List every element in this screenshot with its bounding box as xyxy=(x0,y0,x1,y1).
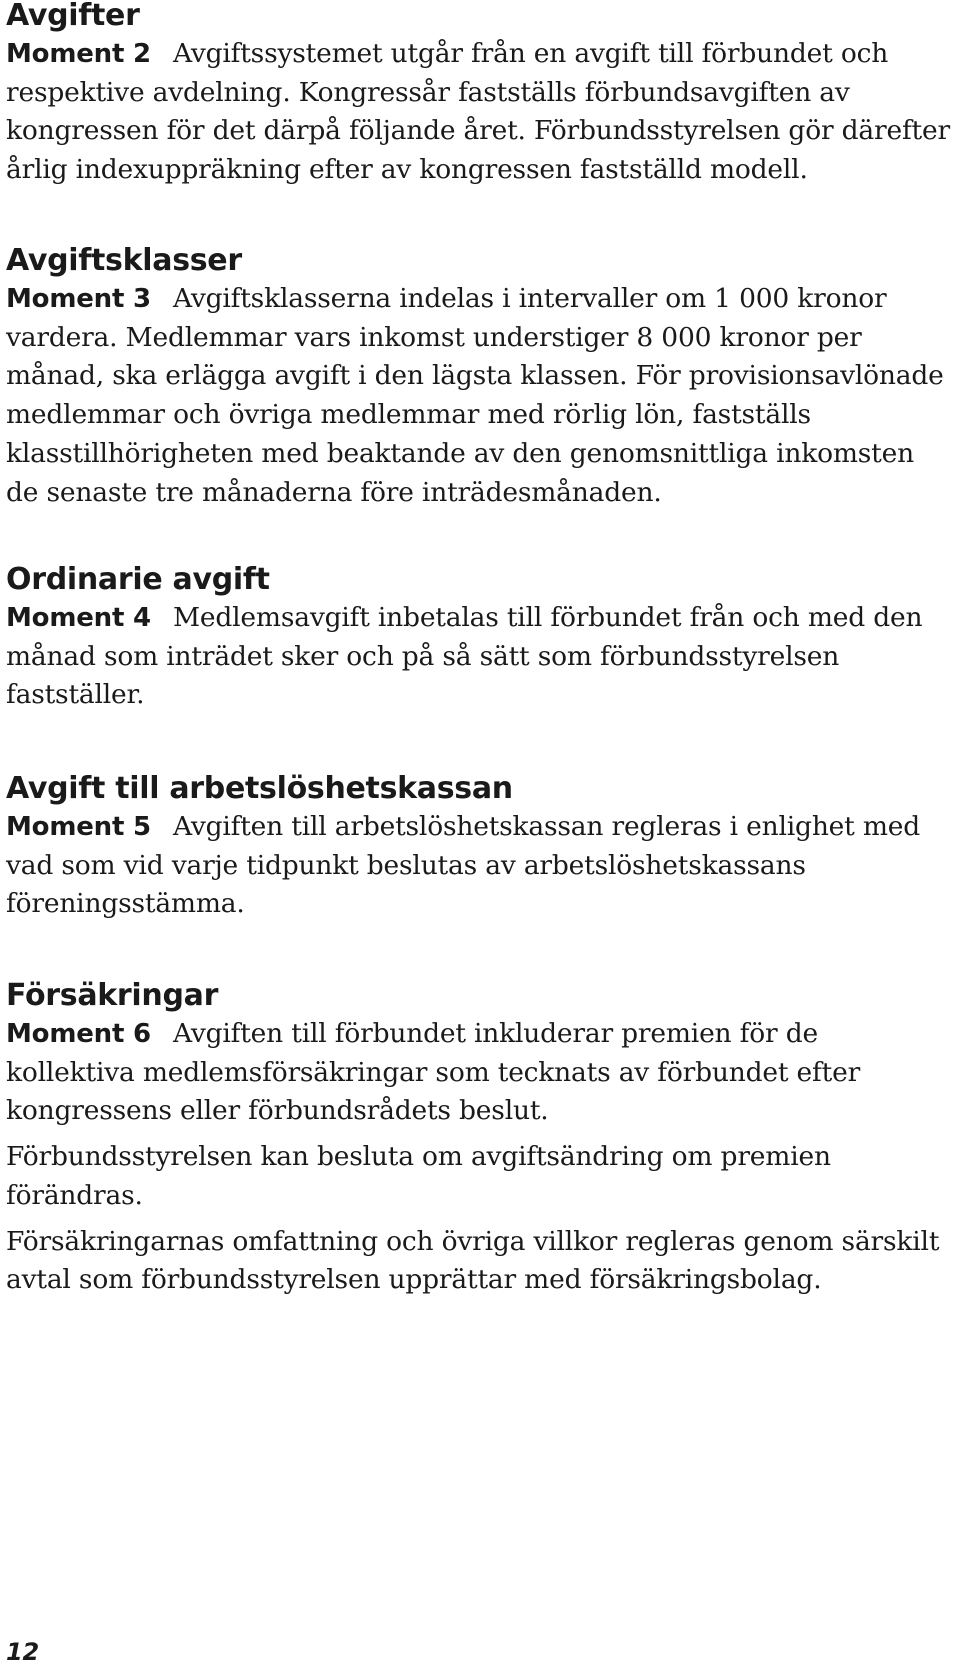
moment-paragraph xyxy=(6,1015,954,1131)
moment-text: Avgiftsklasserna indelas i intervaller om 1 000 kronor vardera. Medlemmar vars inkomst understiger 8 000 kronor per månad, ska erlägga avgift i den lägsta klassen. För provisionsavlönade medlemmar och övriga medlemmar med rörlig lön, fastställs klasstillhörigheten med beaktande av den genomsnittliga inkomsten de senaste tre månaderna före inträdesmånaden. xyxy=(6,283,944,508)
section-arbetsloshetskassan xyxy=(6,770,954,924)
paragraph: Förbundsstyrelsen kan besluta om avgiftsändring om premien förändras. xyxy=(6,1141,831,1211)
moment-label: Moment 3 xyxy=(6,284,151,314)
section-heading: Avgift till arbetslöshetskassan xyxy=(6,771,513,806)
section-heading: Ordinarie avgift xyxy=(6,562,270,597)
section-avgifter xyxy=(6,0,954,190)
moment-text: Avgiftssystemet utgår från en avgift till förbundet och respektive avdelning. Kongressår fastställs förbundsavgiften av kongressen för det därpå följande året. Förbundsstyrelsen gör därefter årlig indexuppräkning efter av kongressen fastställd modell. xyxy=(6,38,950,186)
moment-label: Moment 2 xyxy=(6,39,151,69)
paragraph: Försäkringarnas omfattning och övriga villkor regleras genom särskilt avtal som förbundsstyrelsen upprättar med försäkringsbolag. xyxy=(6,1225,940,1296)
section-heading: Försäkringar xyxy=(6,978,219,1013)
section-ordinarie-avgift xyxy=(6,561,954,715)
moment-label: Moment 5 xyxy=(6,812,151,842)
moment-label: Moment 6 xyxy=(6,1019,151,1049)
moment-paragraph xyxy=(6,280,954,512)
section-heading: Avgifter xyxy=(6,0,140,33)
moment-text: Avgiften till förbundet inkluderar premien för de kollektiva medlemsförsäkringar som tecknats av förbundet efter kongressens eller förbundsrådets beslut. xyxy=(6,1018,861,1127)
moment-text: Medlemsavgift inbetalas till förbundet från och med den månad som inträdet sker och på så sätt som förbundsstyrelsen fastställer. xyxy=(6,602,923,711)
moment-label: Moment 4 xyxy=(6,603,151,633)
section-heading: Avgiftsklasser xyxy=(6,243,242,278)
moment-text: Avgiften till arbetslöshetskassan regleras i enlighet med vad som vid varje tidpunkt beslutas av arbetslöshetskassans föreningsstämma. xyxy=(6,811,921,920)
section-forsakringar xyxy=(6,977,954,1300)
moment-paragraph xyxy=(6,35,954,190)
section-avgiftsklasser xyxy=(6,242,954,512)
page-number: 12 xyxy=(6,1638,39,1666)
moment-paragraph xyxy=(6,808,954,924)
moment-paragraph xyxy=(6,599,954,715)
